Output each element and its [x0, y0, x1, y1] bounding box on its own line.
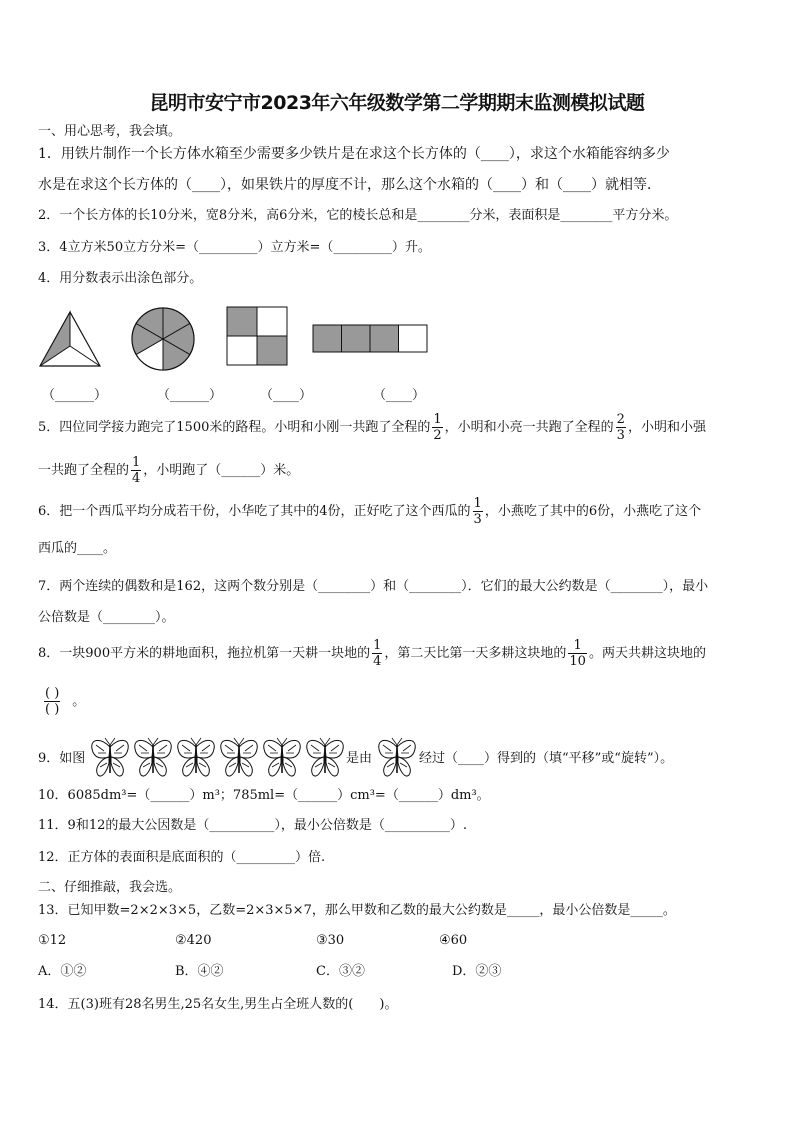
- bar-strip-figure: [312, 324, 428, 354]
- section-heading-2: 二、仔细推敲，我会选。: [38, 880, 182, 895]
- q13-choice-d[interactable]: D．②③: [452, 964, 502, 979]
- question-6-line-1: [38, 496, 701, 527]
- q5-fraction-1: $\frac{1}{2}$: [433, 412, 442, 443]
- question-2: 2．一个长方体的长10分米，宽8分米，高6分米，它的棱长总和是________分米，表面积是________平方分米。: [38, 208, 678, 223]
- q6-text-b: ，小燕吃了其中的6份，小燕吃了这个: [484, 504, 702, 519]
- q13-option-4: ④60: [439, 933, 468, 948]
- butterfly-icon: [305, 737, 345, 779]
- q4-answer-4: （____）: [373, 388, 426, 403]
- question-10: 10．6085dm³=（______）m³；785ml=（______）cm³=（______）dm³。: [38, 788, 490, 803]
- q5-fraction-3: $\frac{1}{4}$: [132, 455, 141, 486]
- q8-answer-fraction: $\frac{( )}{( )}$: [45, 686, 60, 717]
- question-9-middle: 是由: [346, 751, 373, 766]
- question-12: 12．正方体的表面积是底面积的（_________）倍.: [38, 850, 326, 865]
- question-5-line-2: [38, 455, 299, 486]
- butterfly-icon: [176, 737, 216, 779]
- q8-text-a: 8．一块900平方米的耕地面积，拖拉机第一天耕一块地的: [38, 646, 371, 661]
- question-9-suffix: 经过（____）得到的（填“平移”或“旋转”）。: [419, 751, 674, 766]
- q13-choice-a[interactable]: A．①②: [38, 964, 87, 979]
- question-6-line-2: 西瓜的____。: [38, 541, 117, 556]
- q8-fraction-1: $\frac{1}{4}$: [373, 638, 382, 669]
- page-title: 昆明市安宁市2023年六年级数学第二学期期末监测模拟试题: [149, 92, 645, 114]
- question-3: 3．4立方米50立方分米=（_________）立方米=（_________）升。: [38, 240, 431, 255]
- question-13: 13．已知甲数=2×2×3×5，乙数=2×3×5×7，那么甲数和乙数的最大公约数是_____，最小公倍数是_____。: [38, 903, 676, 918]
- q5-text-b: ，小明和小亮一共跑了全程的: [444, 420, 614, 435]
- question-7-line-1: 7．两个连续的偶数和是162，这两个数分别是（________）和（________）．它们的最大公约数是（________），最小: [38, 579, 709, 594]
- q8-text-c: 。两天共耕这块地的: [588, 646, 706, 661]
- triangle-figure: [38, 310, 102, 368]
- q4-answer-2: （______）: [157, 388, 223, 403]
- q4-answer-3: （____）: [260, 388, 313, 403]
- q8-text-b: ，第二天比第一天多耕这块地的: [384, 646, 567, 661]
- butterfly-icon: [262, 737, 302, 779]
- question-9-prefix: 9．如图: [38, 751, 86, 766]
- butterfly-icon: [219, 737, 259, 779]
- q4-answer-1: （______）: [42, 388, 108, 403]
- section-heading-1: 一、用心思考，我会填。: [38, 124, 182, 139]
- q13-option-1: ①12: [38, 933, 67, 948]
- question-1-line-1: 1．用铁片制作一个长方体水箱至少需要多少铁片是在求这个长方体的（____），求这个水箱能容纳多少: [38, 146, 670, 162]
- question-5-line-1: [38, 412, 706, 443]
- q8-fraction-2: $\frac{1}{10}$: [569, 638, 586, 669]
- q6-fraction-1: $\frac{1}{3}$: [473, 496, 482, 527]
- q5-text-e: ，小明跑了（______）米。: [143, 463, 300, 478]
- question-8-line-2: [42, 686, 85, 717]
- question-4: 4．用分数表示出涂色部分。: [38, 271, 203, 286]
- q13-choice-c[interactable]: C．③②: [316, 964, 365, 979]
- square-grid-figure: [226, 306, 288, 366]
- q13-option-2: ②420: [175, 933, 212, 948]
- butterfly-icon: [377, 737, 417, 779]
- question-14: 14．五(3)班有28名男生,25名女生,男生占全班人数的( )。: [38, 997, 398, 1012]
- circle-figure: [130, 306, 196, 372]
- q5-text-a: 5．四位同学接力跑完了1500米的路程。小明和小刚一共跑了全程的: [38, 420, 431, 435]
- butterfly-icon: [133, 737, 173, 779]
- question-1-line-2: 水是在求这个长方体的（____），如果铁片的厚度不计，那么这个水箱的（____）和（____）就相等．: [38, 177, 661, 193]
- q8-text-end: 。: [72, 694, 86, 709]
- q6-text-a: 6．把一个西瓜平均分成若干份，小华吃了其中的4份，正好吃了这个西瓜的: [38, 504, 471, 519]
- q5-text-d: 一共跑了全程的: [38, 463, 130, 478]
- question-11: 11．9和12的最大公因数是（__________），最小公倍数是（__________）.: [38, 818, 467, 833]
- q13-option-3: ③30: [316, 933, 345, 948]
- butterfly-icon: [90, 737, 130, 779]
- q13-choice-b[interactable]: B．④②: [175, 964, 224, 979]
- question-7-line-2: 公倍数是（________）。: [38, 610, 175, 625]
- q5-fraction-2: $\frac{2}{3}$: [616, 412, 625, 443]
- question-8-line-1: [38, 638, 706, 669]
- q5-text-c: ，小明和小强: [627, 420, 706, 435]
